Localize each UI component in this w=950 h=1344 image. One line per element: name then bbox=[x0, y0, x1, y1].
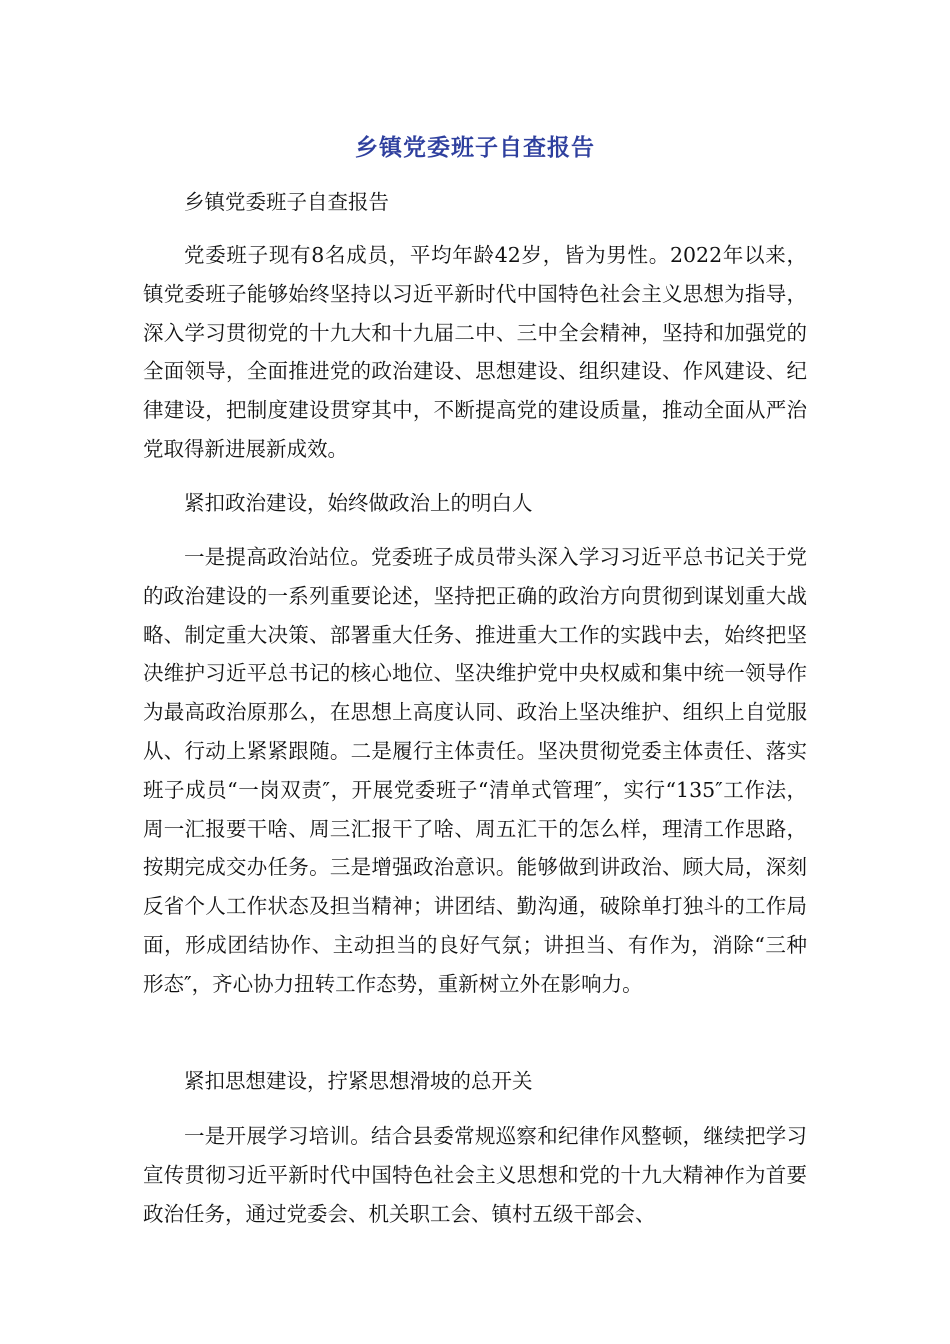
paragraph-ideological: 一是开展学习培训。结合县委常规巡察和纪律作风整顿，继续把学习宣传贯彻习近平新时代中国特色社会主义思想和党的十九大精神作为首要政治任务，通过党委会、机关职工会、镇村五级干部会、 bbox=[143, 1124, 807, 1226]
section-heading-political: 紧扣政治建设，始终做政治上的明白人 bbox=[184, 491, 533, 515]
document-title: 乡镇党委班子自查报告 bbox=[355, 135, 595, 161]
document-subtitle: 乡镇党委班子自查报告 bbox=[184, 190, 389, 214]
section-heading-ideological: 紧扣思想建设，拧紧思想滑坡的总开关 bbox=[184, 1069, 533, 1093]
paragraph-political: 一是提高政治站位。党委班子成员带头深入学习习近平总书记关于党的政治建设的一系列重要论述，坚持把正确的政治方向贯彻到谋划重大战略、制定重大决策、部署重大任务、推进重大工作的实践中去，始终把坚决维护习近平总书记的核心地位、坚决维护党中央权威和集中统一领导作为最高政治原那么，在思想上高度认同、政治上坚决维护、组织上自觉服从、行动上紧紧跟随。二是履行主体责任。坚决贯彻党委主体责任、落实班子成员“一岗双责″，开展党委班子“清单式管理″，实行“135″工作法，周一汇报要干啥、周三汇报干了啥、周五汇干的怎么样，理清工作思路，按期完成交办任务。三是增强政治意识。能够做到讲政治、顾大局，深刻反省个人工作状态及担当精神；讲团结、勤沟通，破除单打独斗的工作局面，形成团结协作、主动担当的良好气氛；讲担当、有作为，消除“三种形态″，齐心协力扭转工作态势，重新树立外在影响力。 bbox=[143, 545, 807, 996]
paragraph-intro: 党委班子现有8名成员，平均年龄42岁，皆为男性。2022年以来，镇党委班子能够始终坚持以习近平新时代中国特色社会主义思想为指导，深入学习贯彻党的十九大和十九届二中、三中全会精神，坚持和加强党的全面领导，全面推进党的政治建设、思想建设、组织建设、作风建设、纪律建设，把制度建设贯穿其中，不断提高党的建设质量，推动全面从严治党取得新进展新成效。 bbox=[143, 243, 807, 461]
